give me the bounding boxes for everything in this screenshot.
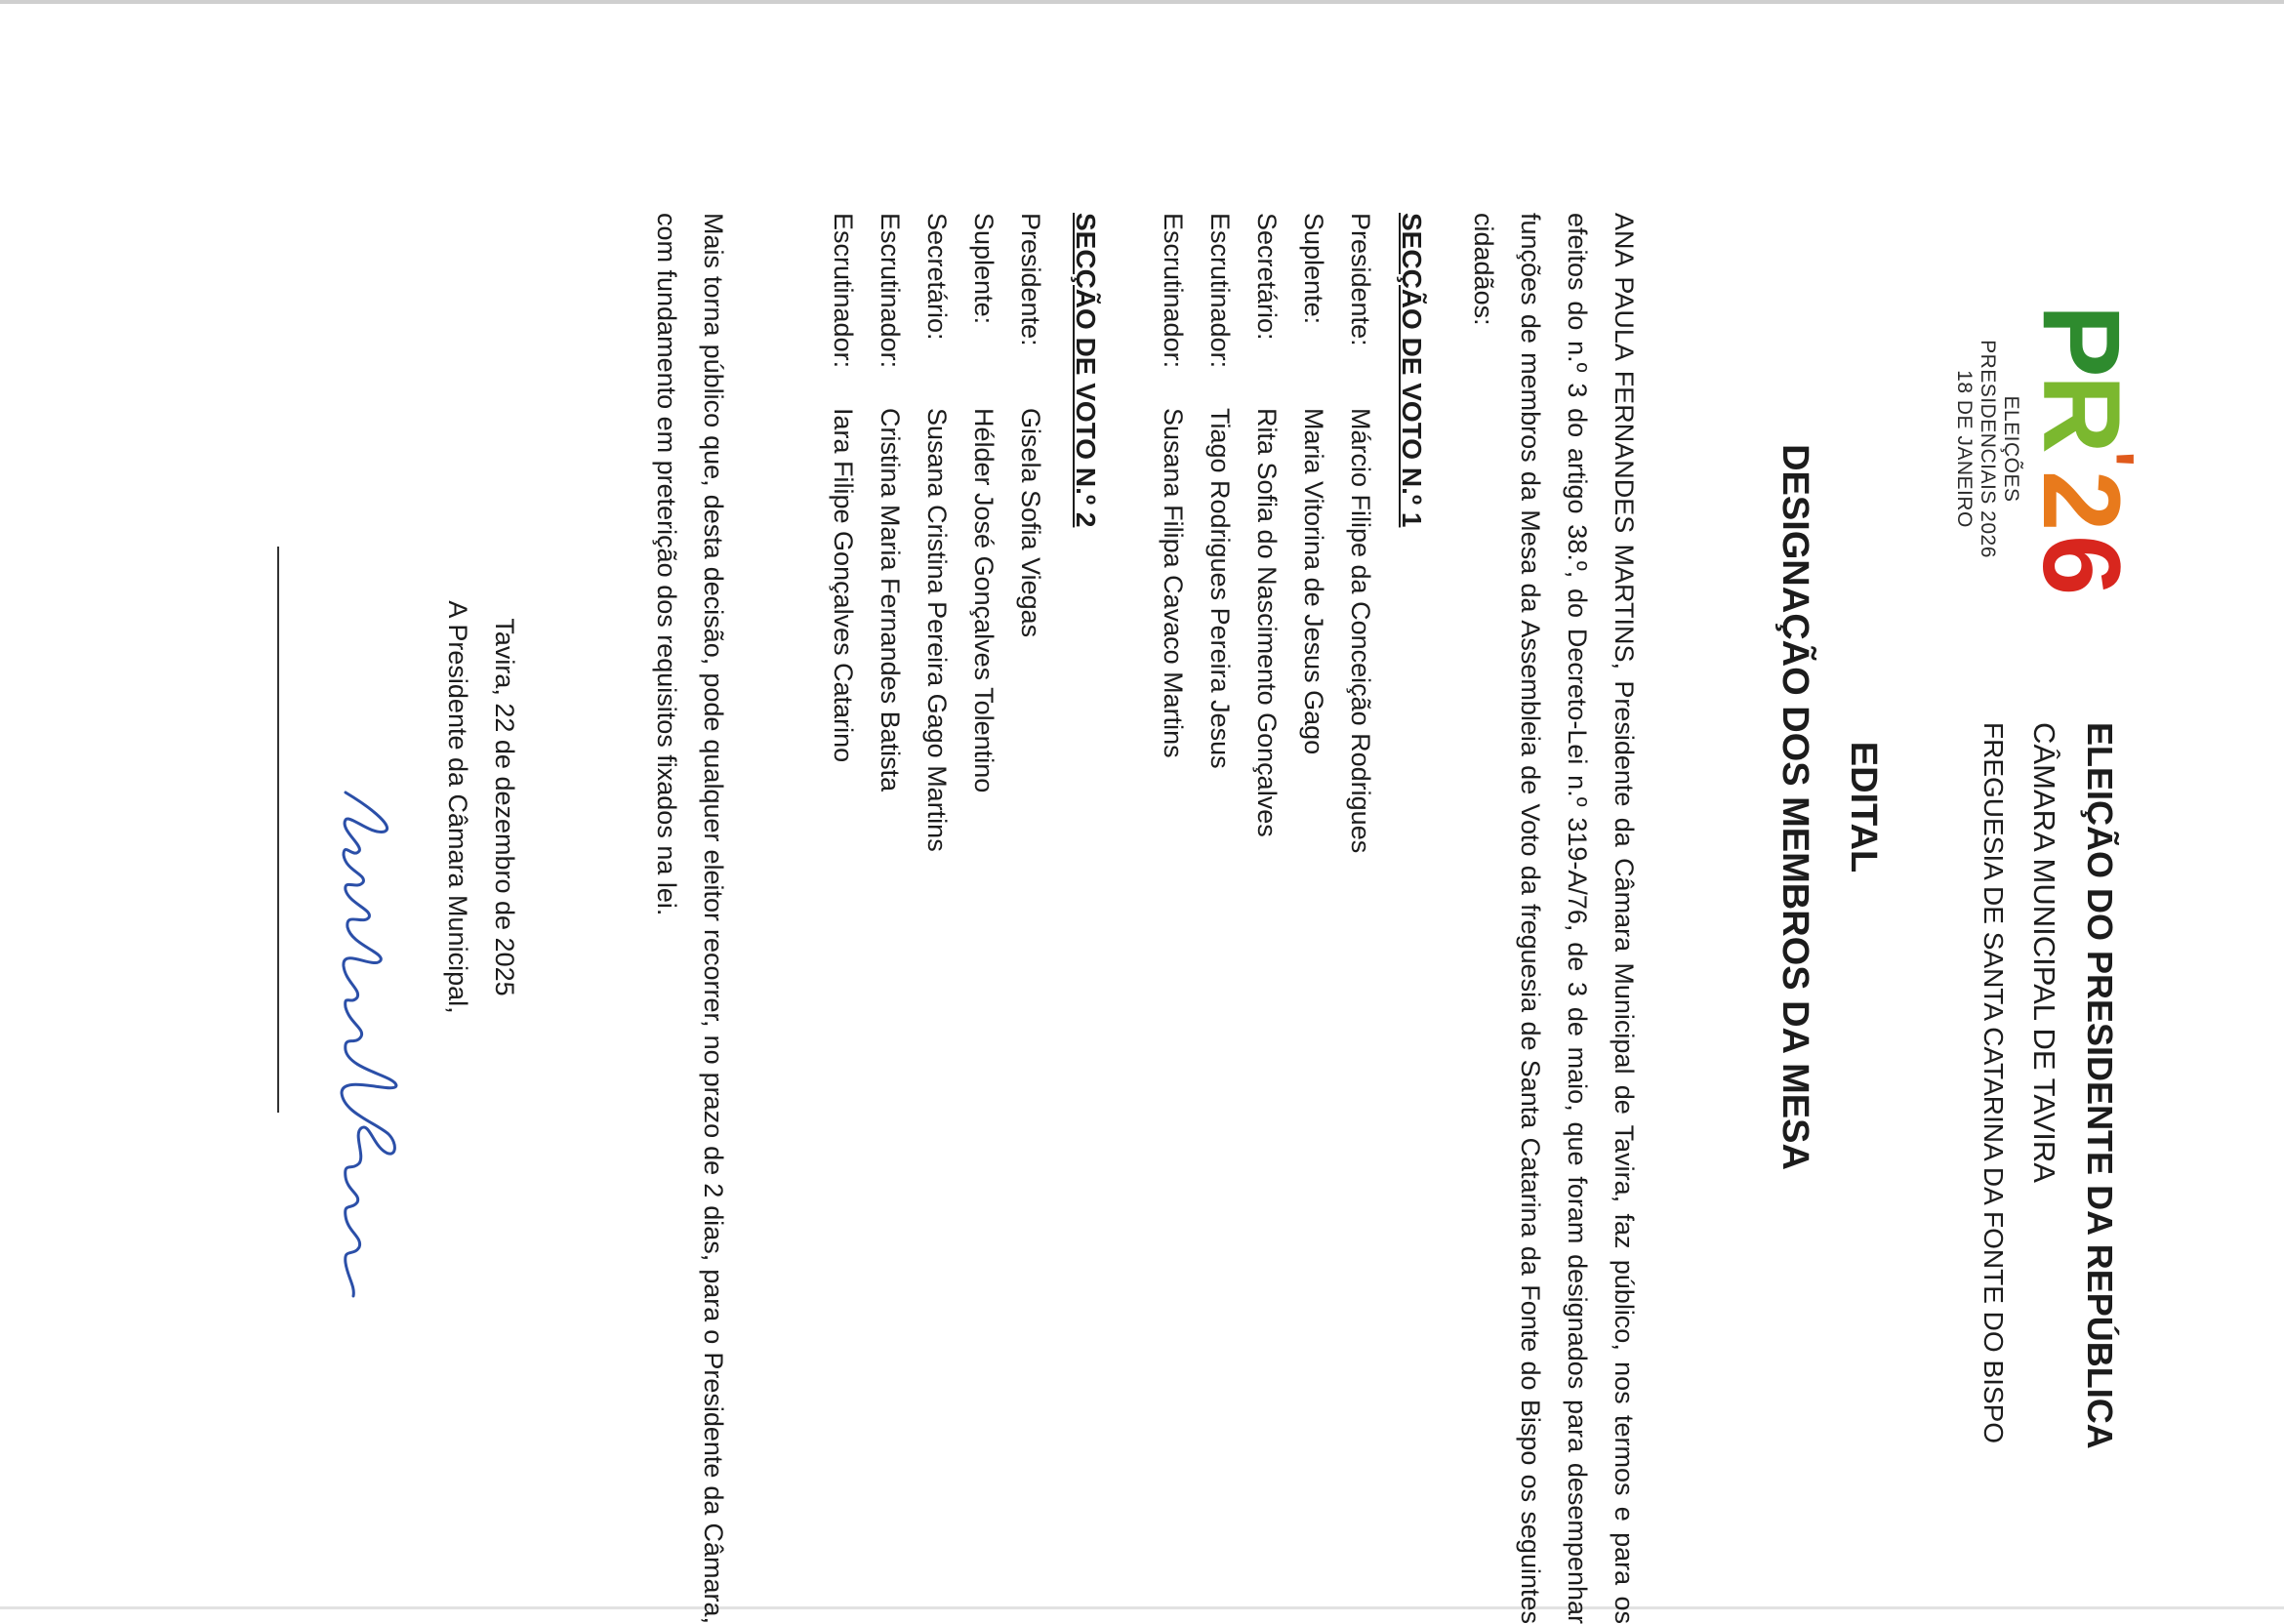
handwritten-signature [316, 781, 414, 1327]
intro-paragraph: ANA PAULA FERNANDES MARTINS, Presidente da Câmara Municipal de Tavira, faz público, nos termos e para os efeitos do n.º 3 do artigo 38.º, do Decreto-Lei n.º 319-A/76, de 3 de maio, que foram designados para desempenhar funções de membros da Mesa da Assembleia de Voto da freguesia de Santa Catarina da Fonte do Bispo os seguintes cidadãos: [1469, 213, 1639, 1624]
member-role: Escrutinador: [1205, 213, 1235, 369]
logo-line-presidenciais: PRESIDENCIAIS 2026 [1977, 340, 1999, 558]
member-name: Rita Sofia do Nascimento Gonçalves [1252, 408, 1282, 837]
pr26-wordmark [2020, 303, 2148, 625]
member-name: Hélder José Gonçalves Tolentino [969, 408, 999, 793]
member-role: Escrutinador: [876, 213, 905, 369]
member-name: Iara Filipe Gonçalves Catarino [829, 408, 858, 763]
logo-line-date: 18 DE JANEIRO [1953, 370, 1976, 528]
section-1-member-row [1247, 213, 1286, 837]
member-name: Gisela Sofia Viegas [1016, 408, 1045, 638]
section-1-member-row [1294, 213, 1333, 754]
logo-line-eleicoes: ELEIÇÕES [2000, 395, 2022, 503]
member-role: Suplente: [1299, 213, 1328, 325]
member-name: Susana Cristina Pereira Gago Martins [922, 408, 952, 852]
svg-text:6: 6 [2020, 535, 2142, 596]
section-2-member-row [1011, 213, 1050, 637]
parish-heading: FREGUESIA DE SANTA CATARINA DA FONTE DO BISPO [1978, 722, 2009, 1444]
section-2-member-row [871, 213, 910, 792]
svg-text:R: R [2020, 375, 2142, 454]
member-role: Secretário: [922, 213, 952, 341]
document-title: EDITAL [1843, 741, 1884, 873]
council-heading: CÂMARA MUNICIPAL DE TAVIRA [2027, 722, 2061, 1183]
member-name: Márcio Filipe da Conceição Rodrigues [1346, 408, 1375, 854]
election-heading: ELEIÇÃO DO PRESIDENTE DA REPÚBLICA [2080, 722, 2120, 1449]
notice-paragraph: Mais torna público que, desta decisão, pode qualquer eleitor recorrer, no prazo de 2 dias, para o Presidente da Câmara, com fundamento em preterição dos requisitos fixados na lei. [652, 213, 728, 1624]
member-role: Suplente: [969, 213, 999, 325]
member-name: Cristina Maria Fernandes Batista [876, 408, 905, 792]
section-2-title: SECÇÃO DE VOTO N.º 2 [1071, 213, 1101, 528]
member-name: Maria Vitorina de Jesus Gago [1299, 408, 1328, 755]
section-2-member-row [918, 213, 957, 852]
section-1-member-row [1341, 213, 1380, 853]
member-role: Escrutinador: [829, 213, 858, 369]
svg-text:2: 2 [2020, 470, 2142, 532]
section-1-title: SECÇÃO DE VOTO N.º 1 [1397, 213, 1427, 528]
svg-text:P: P [2020, 304, 2142, 378]
signature-line [277, 547, 279, 1113]
svg-text:': ' [2072, 451, 2148, 467]
place-and-date: Tavira, 22 de dezembro de 2025 [490, 618, 519, 996]
member-role: Secretário: [1252, 213, 1282, 341]
document-subtitle: DESIGNAÇÃO DOS MEMBROS DA MESA [1774, 444, 1815, 1170]
section-1-member-row [1201, 213, 1240, 769]
member-role: Presidente: [1346, 213, 1375, 346]
pr26-logo [1894, 303, 2148, 625]
section-2-member-row [824, 213, 863, 762]
member-role: Escrutinador: [1159, 213, 1188, 369]
member-name: Susana Filipa Cavaco Martins [1159, 408, 1188, 758]
member-name: Tiago Rodrigues Pereira Jesus [1205, 408, 1235, 769]
section-1-member-row [1154, 213, 1193, 758]
signatory-title: A Presidente da Câmara Municipal, [443, 600, 472, 1014]
section-2-member-row [964, 213, 1003, 792]
member-role: Presidente: [1016, 213, 1045, 346]
